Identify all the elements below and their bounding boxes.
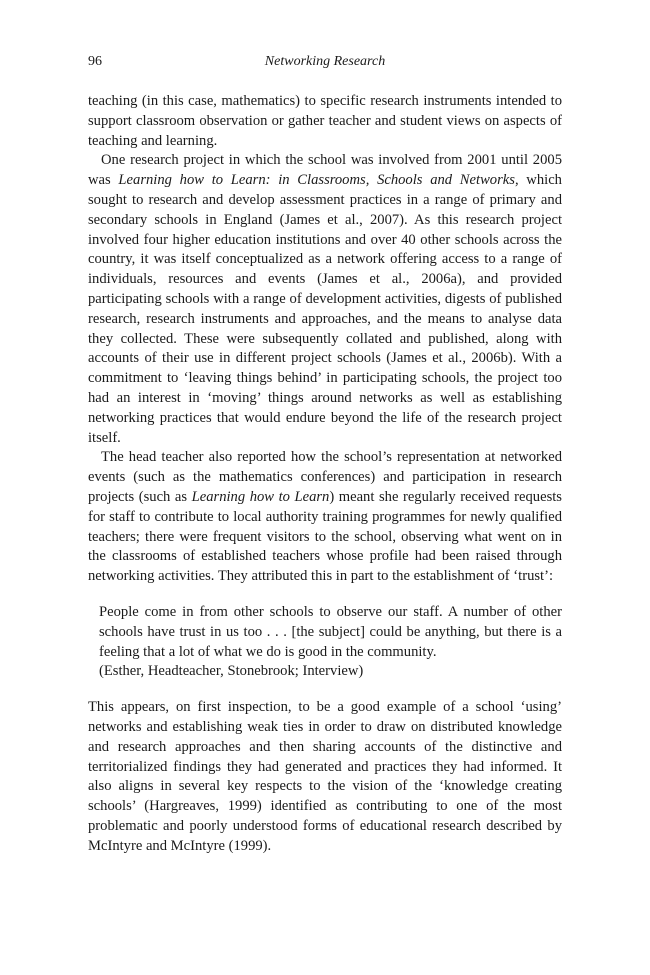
quote-source: (Esther, Headteacher, Stonebrook; Interview): [99, 663, 364, 680]
paragraph-2: [88, 151, 562, 448]
paragraph-3-text-b: ) meant she regularly received requests for staff to contribute to local authority training programmes for newly qualified teachers; there were frequent visitors to the school, observing what went on in the classrooms of established teachers whose profile had been raised through networking activities. They attributed this in part to the establishment of ‘trust’:: [88, 488, 562, 585]
paragraph-3: [88, 448, 562, 587]
project-short-title: Learning how to Learn: [191, 488, 330, 505]
project-title: Learning how to Learn: in Classrooms, Schools and Networks: [118, 172, 515, 189]
paragraph-2-text-b: , which sought to research and develop assessment practices in a range of primary and secondary schools in England (James et al., 2007). As this research project involved four higher education institutions and over 40 other schools across the country, it was itself conceptualized as a network offering access to a range of individuals, resources and events (James et al., 2006a), and provided participating schools with a range of development activities, digests of published research, research instruments and approaches, and the means to analyse data they collected. These were subsequently collated and published, along with accounts of their use in different project schools (James et al., 2006b). With a commitment to ‘leaving things behind’ in participating schools, the project too had an interest in ‘moving’ things around networks as well as establishing networking practices that would endure beyond the life of the research project itself.: [88, 172, 562, 446]
paragraph-3-text-a: The head teacher also reported how the school’s representation at networked events (such as the mathematics conferences) and participation in research projects (such as: [88, 449, 562, 505]
quote-text: People come in from other schools to observe our staff. A number of other schools have trust in us too . . . [the subject] could be anything, but there is a feeling that a lot of what we do is good in the community.: [99, 603, 562, 660]
paragraph-4: This appears, on first inspection, to be a good example of a school ‘using’ networks and establishing weak ties in order to draw on distributed knowledge and research approaches and then sharing accounts of the distinctive and territorialized findings they had generated and practices they had informed. It also aligns in several key respects to the vision of the ‘knowledge creating schools’ (Hargreaves, 1999) identified as contributing to one of the most problematic and poorly understood forms of educational research described by McIntyre and McIntyre (1999).: [88, 699, 562, 854]
running-title: Networking Research: [264, 54, 386, 69]
page-header: [88, 54, 562, 78]
body-text: [88, 92, 562, 856]
page-number: 96: [88, 54, 102, 69]
block-quote: [99, 603, 562, 682]
paragraph-2-text-a: One research project in which the school was involved from 2001 until 2005 was: [88, 152, 562, 189]
paragraph-1: teaching (in this case, mathematics) to specific research instruments intended to support classroom observation or gather teacher and student views on aspects of teaching and learning.: [88, 93, 562, 149]
